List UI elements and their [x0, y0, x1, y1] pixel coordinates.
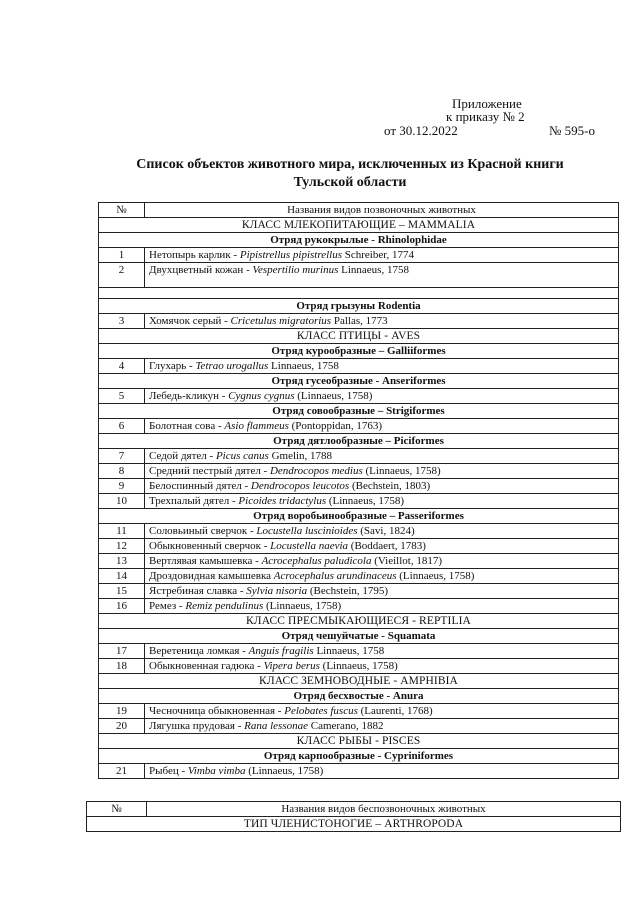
species-row — [99, 599, 619, 614]
column-header-number: № — [99, 203, 145, 218]
species-latin-name: Cricetulus migratorius — [230, 315, 332, 327]
species-number: 4 — [99, 359, 145, 374]
species-russian-name: Белоспинный дятел - — [149, 480, 251, 492]
species-russian-name: Ремез - — [149, 600, 186, 612]
order-row — [99, 374, 619, 389]
species-author: Linnaeus, 1758 — [268, 360, 339, 372]
species-row — [99, 389, 619, 404]
species-name — [145, 314, 619, 329]
species-latin-name: Acrocephalus paludicola — [261, 555, 372, 567]
class-row — [99, 614, 619, 629]
species-author: Pallas, 1773 — [331, 315, 388, 327]
species-author: (Boddaert, 1783) — [348, 540, 426, 552]
species-row — [99, 248, 619, 263]
species-number: 18 — [99, 659, 145, 674]
order-reference: к приказу № 2 — [446, 109, 525, 124]
class-row — [99, 329, 619, 344]
species-russian-name: Двухцветный кожан - — [149, 264, 253, 276]
species-number: 20 — [99, 719, 145, 734]
species-number: 14 — [99, 569, 145, 584]
species-latin-name: Vipera berus — [263, 660, 320, 672]
order-heading: Отряд гусеобразные - Anseriformes — [99, 374, 619, 389]
species-author: (Linnaeus, 1758) — [396, 570, 475, 582]
species-russian-name: Глухарь - — [149, 360, 196, 372]
species-latin-name: Vespertilio murinus — [252, 264, 339, 276]
species-row — [99, 704, 619, 719]
vertebrates-table — [98, 202, 619, 779]
species-russian-name: Вертлявая камышевка - — [149, 555, 262, 567]
species-latin-name: Locustella naevia — [270, 540, 349, 552]
species-latin-name: Vimba vimba — [187, 765, 246, 777]
species-number: 5 — [99, 389, 145, 404]
species-number: 21 — [99, 764, 145, 779]
species-name — [145, 704, 619, 719]
species-number: 16 — [99, 599, 145, 614]
species-row — [99, 494, 619, 509]
species-row — [99, 524, 619, 539]
order-date: от 30.12.2022 — [384, 123, 458, 138]
species-row — [99, 359, 619, 374]
document-title-line2: Тульской области — [293, 175, 407, 190]
species-number: 3 — [99, 314, 145, 329]
class-heading: КЛАСС ПТИЦЫ - AVES — [99, 329, 619, 344]
species-name — [145, 524, 619, 539]
species-latin-name: Picoides tridactylus — [238, 495, 327, 507]
species-number: 15 — [99, 584, 145, 599]
species-name — [145, 494, 619, 509]
species-name — [145, 554, 619, 569]
species-russian-name: Трехпалый дятел - — [149, 495, 239, 507]
order-heading: Отряд чешуйчатые - Squamata — [99, 629, 619, 644]
species-author: (Linnaeus, 1758) — [263, 600, 342, 612]
appendix-label: Приложение — [452, 96, 522, 111]
species-name — [145, 569, 619, 584]
species-number: 2 — [99, 263, 145, 288]
species-row — [99, 449, 619, 464]
column-header-name: Названия видов беспозвоночных животных — [147, 802, 621, 817]
species-name — [145, 449, 619, 464]
species-author: (Laurenti, 1768) — [357, 705, 433, 717]
order-row — [99, 749, 619, 764]
species-russian-name: Соловьиный сверчок - — [149, 525, 257, 537]
species-number: 12 — [99, 539, 145, 554]
invertebrates-table — [86, 801, 621, 832]
species-name — [145, 659, 619, 674]
species-row — [99, 644, 619, 659]
species-author: (Linnaeus, 1758) — [294, 390, 373, 402]
species-name — [145, 644, 619, 659]
order-heading: Отряд воробьинообразные – Passeriformes — [99, 509, 619, 524]
species-russian-name: Дроздовидная камышевка — [149, 570, 274, 582]
species-row — [99, 584, 619, 599]
species-russian-name: Обыкновенная гадюка - — [149, 660, 264, 672]
species-russian-name: Веретеница ломкая - — [149, 645, 249, 657]
order-row — [99, 689, 619, 704]
class-heading: КЛАСС ЗЕМНОВОДНЫЕ - AMPHIBIA — [99, 674, 619, 689]
species-name — [145, 539, 619, 554]
class-row — [99, 734, 619, 749]
species-latin-name: Dendrocopos leucotos — [250, 480, 350, 492]
species-russian-name: Хомячок серый - — [149, 315, 231, 327]
species-number: 7 — [99, 449, 145, 464]
species-row — [99, 764, 619, 779]
species-name — [145, 584, 619, 599]
species-row — [99, 314, 619, 329]
species-name — [145, 479, 619, 494]
species-row — [99, 479, 619, 494]
order-row — [99, 509, 619, 524]
species-russian-name: Рыбец - — [149, 765, 188, 777]
order-row — [99, 629, 619, 644]
order-row — [99, 404, 619, 419]
species-row — [99, 263, 619, 288]
species-name — [145, 464, 619, 479]
species-latin-name: Remiz pendulinus — [185, 600, 264, 612]
order-heading: Отряд совообразные – Strigiformes — [99, 404, 619, 419]
species-author: (Linnaeus, 1758) — [245, 765, 324, 777]
species-author: (Pontoppidan, 1763) — [288, 420, 383, 432]
species-number: 8 — [99, 464, 145, 479]
species-russian-name: Чесночница обыкновенная - — [149, 705, 285, 717]
species-latin-name: Rana lessonae — [244, 720, 308, 732]
class-heading: КЛАСС РЫБЫ - PISCES — [99, 734, 619, 749]
species-russian-name: Лебедь-кликун - — [149, 390, 229, 402]
species-name — [145, 419, 619, 434]
class-heading: КЛАСС ПРЕСМЫКАЮЩИЕСЯ - REPTILIA — [99, 614, 619, 629]
order-heading: Отряд рукокрылые - Rhinolophidae — [99, 233, 619, 248]
species-author: Linnaeus, 1758 — [313, 645, 385, 657]
class-heading: КЛАСС МЛЕКОПИТАЮЩИЕ – MAMMALIA — [99, 218, 619, 233]
species-russian-name: Нетопырь карлик - — [149, 249, 240, 261]
species-russian-name: Седой дятел - — [149, 450, 216, 462]
species-author: (Linnaeus, 1758) — [319, 660, 398, 672]
table-header-row — [99, 203, 619, 218]
species-row — [99, 464, 619, 479]
species-name — [145, 719, 619, 734]
order-heading: Отряд грызуны Rodentia — [99, 299, 619, 314]
species-row — [99, 719, 619, 734]
order-row — [99, 434, 619, 449]
order-row — [99, 233, 619, 248]
species-name — [145, 359, 619, 374]
table-header-row — [87, 802, 621, 817]
order-heading: Отряд дятлообразные – Piciformes — [99, 434, 619, 449]
species-latin-name: Picus canus — [215, 450, 269, 462]
species-russian-name: Болотная сова - — [149, 420, 225, 432]
species-russian-name: Ястребиная славка - — [149, 585, 247, 597]
spacer-row — [99, 288, 619, 299]
order-heading: Отряд курообразные – Galliiformes — [99, 344, 619, 359]
species-name — [145, 263, 619, 288]
species-author: (Linnaeus, 1758) — [326, 495, 405, 507]
species-russian-name: Средний пестрый дятел - — [149, 465, 270, 477]
species-russian-name: Обыкновенный сверчок - — [149, 540, 271, 552]
species-latin-name: Tetrao urogallus — [195, 360, 269, 372]
species-name — [145, 248, 619, 263]
species-author: Camerano, 1882 — [307, 720, 384, 732]
species-author: (Linnaeus, 1758) — [362, 465, 441, 477]
species-latin-name: Cygnus cygnus — [228, 390, 295, 402]
order-heading: Отряд карпообразные - Cypriniformes — [99, 749, 619, 764]
order-heading: Отряд бесхвостые - Anura — [99, 689, 619, 704]
species-author: (Vieillot, 1817) — [371, 555, 442, 567]
species-row — [99, 659, 619, 674]
order-number: № 595-о — [549, 123, 595, 138]
species-name — [145, 599, 619, 614]
species-row — [99, 554, 619, 569]
species-author: Linnaeus, 1758 — [338, 264, 409, 276]
species-latin-name: Asio flammeus — [224, 420, 289, 432]
species-number: 19 — [99, 704, 145, 719]
species-latin-name: Pipistrellus pipistrellus — [239, 249, 343, 261]
species-row — [99, 539, 619, 554]
species-latin-name: Anguis fragilis — [248, 645, 314, 657]
species-latin-name: Pelobates fuscus — [284, 705, 358, 717]
species-row — [99, 569, 619, 584]
species-latin-name: Dendrocopos medius — [269, 465, 363, 477]
species-row — [99, 419, 619, 434]
species-russian-name: Лягушка прудовая - — [149, 720, 245, 732]
species-author: (Bechstein, 1803) — [349, 480, 431, 492]
species-author: (Bechstein, 1795) — [307, 585, 389, 597]
species-author: Gmelin, 1788 — [268, 450, 333, 462]
column-header-name: Названия видов позвоночных животных — [145, 203, 619, 218]
type-row — [87, 817, 621, 832]
order-row — [99, 299, 619, 314]
document-title-line1: Список объектов животного мира, исключенных из Красной книги — [136, 157, 564, 172]
species-name — [145, 764, 619, 779]
species-name — [145, 389, 619, 404]
species-number: 6 — [99, 419, 145, 434]
species-number: 13 — [99, 554, 145, 569]
order-row — [99, 344, 619, 359]
species-author: Schreiber, 1774 — [342, 249, 414, 261]
species-number: 17 — [99, 644, 145, 659]
type-heading: ТИП ЧЛЕНИСТОНОГИЕ – ARTHROPODA — [87, 817, 621, 832]
class-row — [99, 674, 619, 689]
species-latin-name: Acrocephalus arundinaceus — [273, 570, 397, 582]
species-number: 1 — [99, 248, 145, 263]
column-header-number: № — [87, 802, 147, 817]
species-number: 9 — [99, 479, 145, 494]
species-latin-name: Sylvia nisoria — [246, 585, 308, 597]
species-number: 11 — [99, 524, 145, 539]
class-row — [99, 218, 619, 233]
species-number: 10 — [99, 494, 145, 509]
species-latin-name: Locustella luscinioides — [256, 525, 358, 537]
species-author: (Savi, 1824) — [357, 525, 415, 537]
spacer-cell — [99, 288, 619, 299]
